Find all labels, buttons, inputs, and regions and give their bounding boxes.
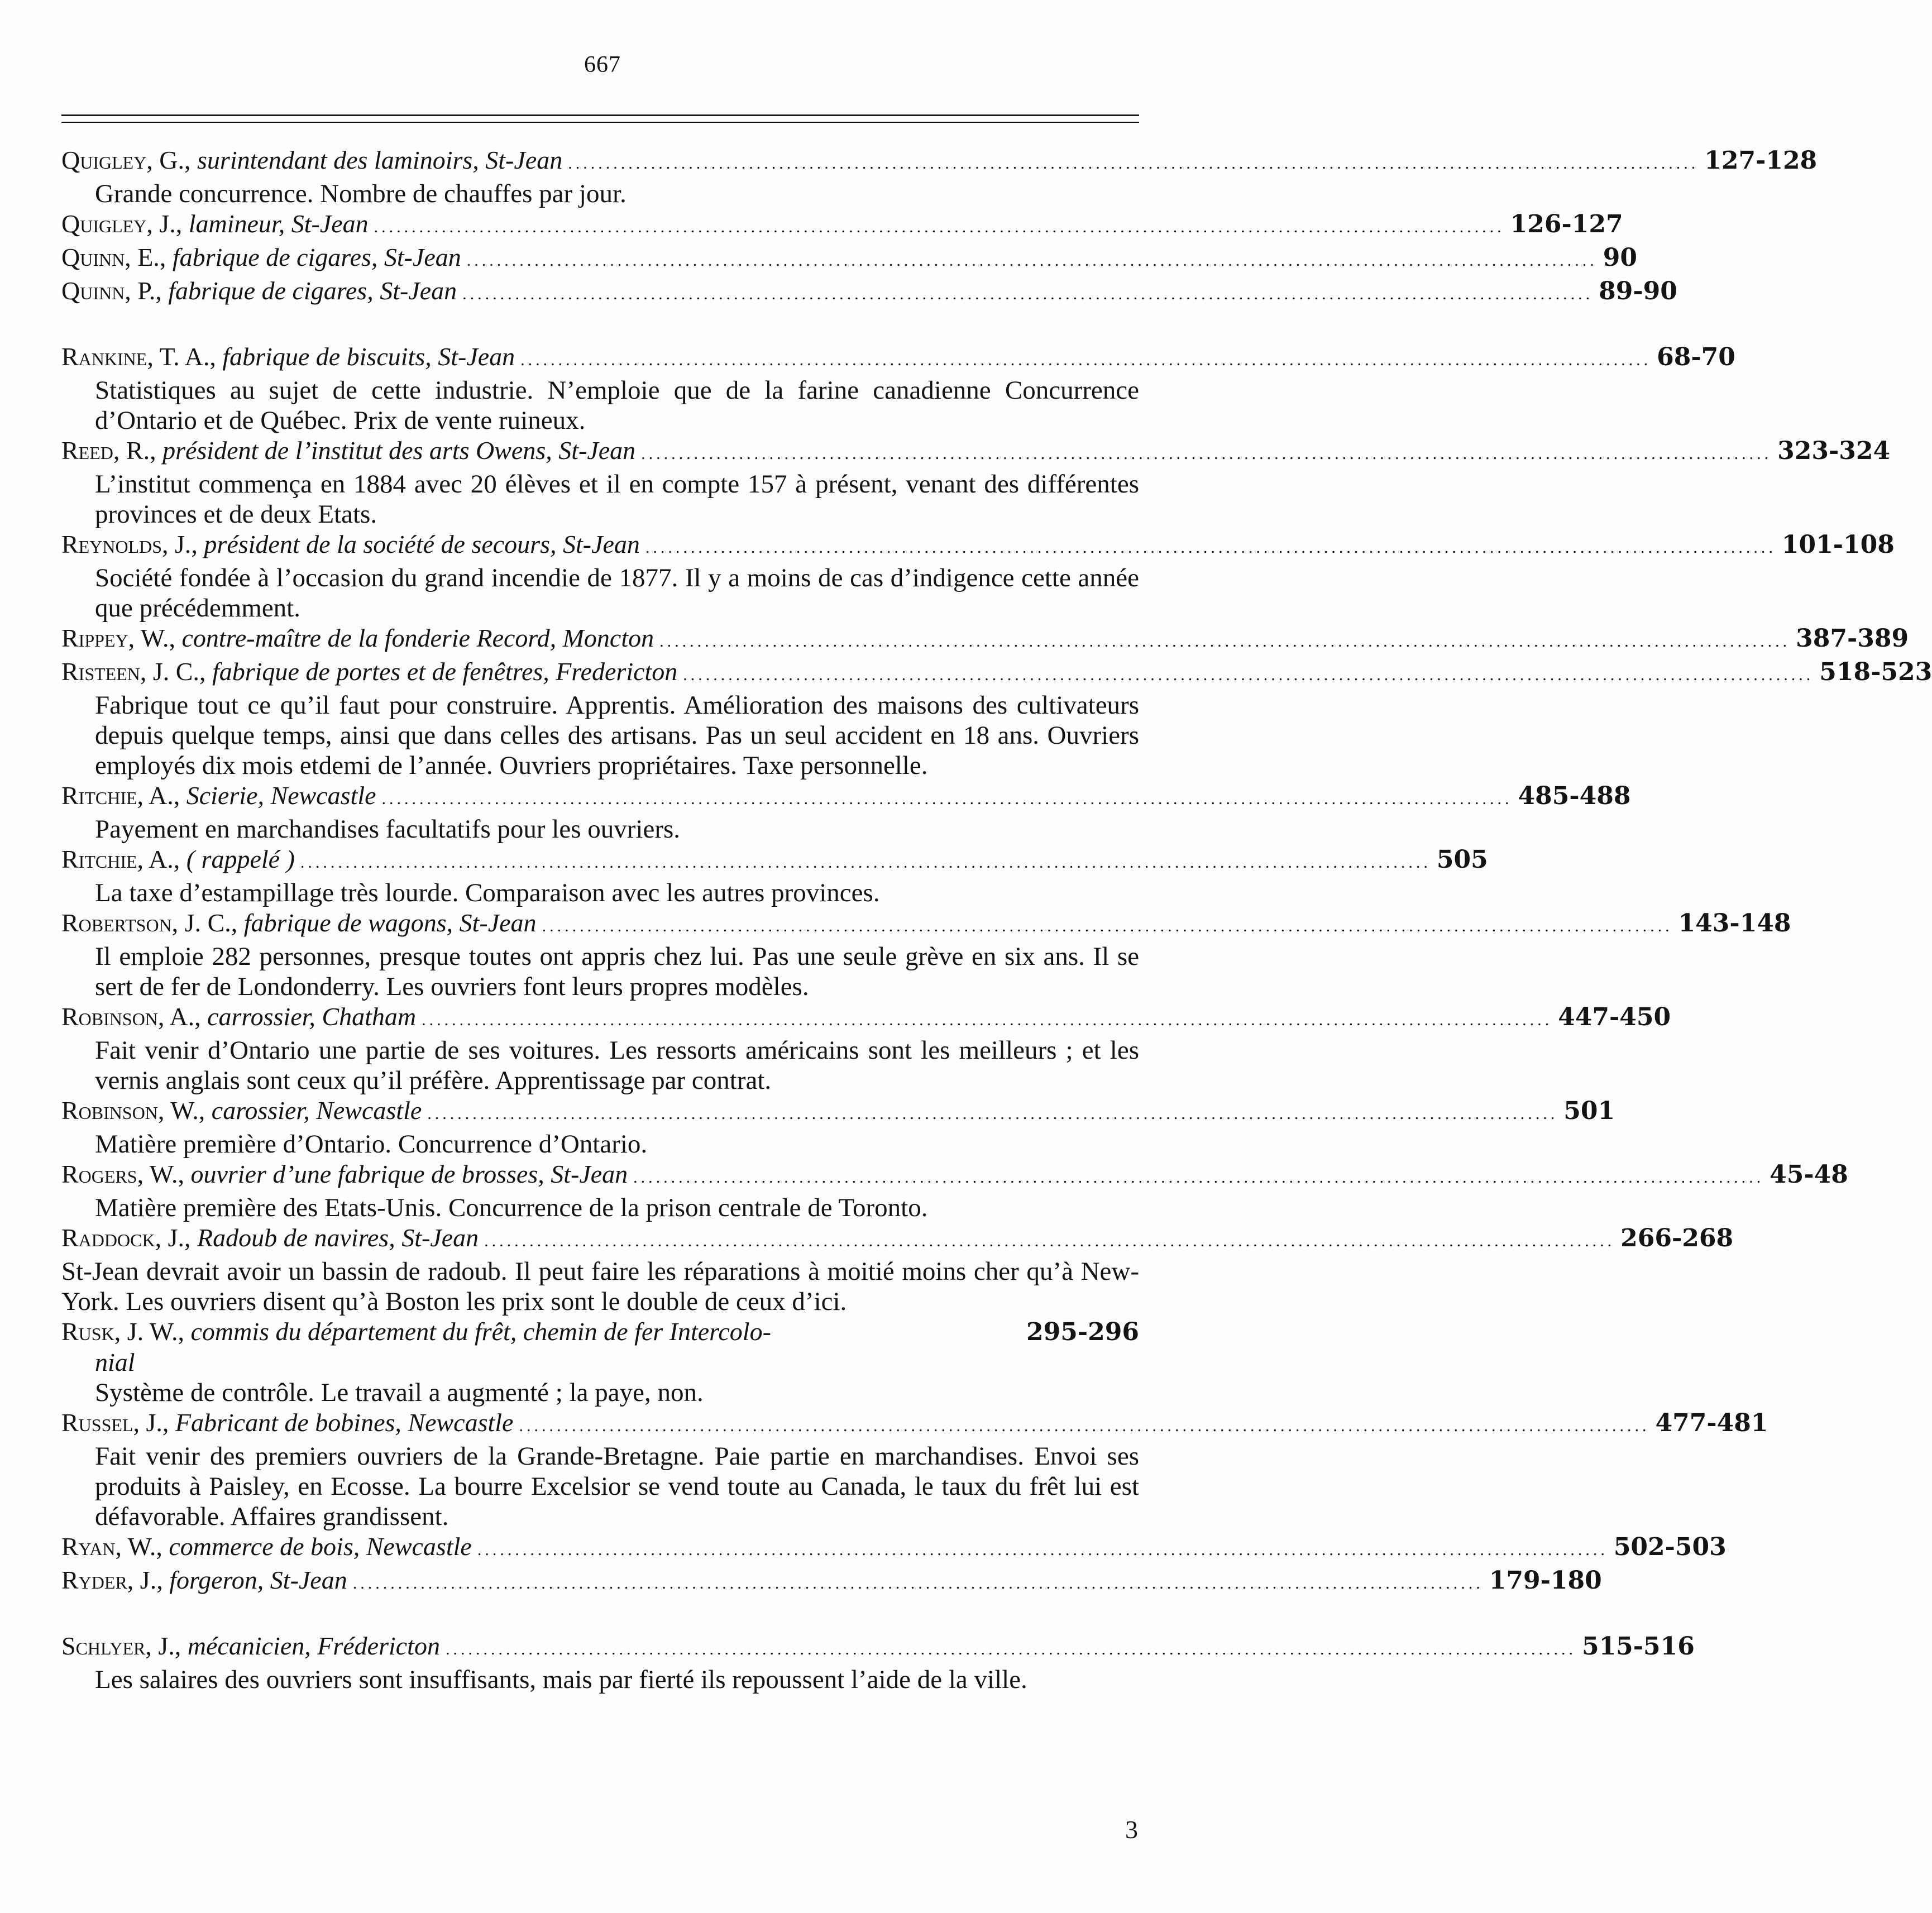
entry-note: Matière première d’Ontario. Concurrence d’Ontario. — [95, 1130, 648, 1159]
index-entry: Russel, J. , Fabricant de bobines, Newcastle ...................................................................................................................................................... 477-481 Fait venir des premiers ouvriers de la Grande-Bretagne. Paie partie en marchandises. Envoi ses produits à Paisley, en Ecosse. La bourre Excelsior se vend toute au Canada, le taux du frêt lui est défavorable. Affaires grandissent. — [61, 1408, 1768, 1531]
entry-pages: 90 — [1603, 243, 1637, 272]
entry-pages: 502-503 — [1613, 1533, 1727, 1561]
index-entry: Quinn, E. , fabrique de cigares, St-Jean ...................................................................................................................................................... 90 — [61, 243, 1637, 272]
entry-note: Les salaires des ouvriers sont insuffisants, mais par fierté ils repoussent l’aide de la ville. — [95, 1665, 1027, 1694]
entry-note: L’institut commença en 1884 avec 20 élèves et il en compte 157 à présent, venant des différentes provinces et de deux Etats. — [95, 470, 1139, 529]
entry-description: carrossier, Chatham — [207, 1002, 417, 1031]
entry-name: Robinson, A. — [61, 1002, 195, 1031]
entry-pages: 89-90 — [1599, 277, 1677, 305]
index-entry: Rankine, T. A. , fabrique de biscuits, St-Jean ...................................................................................................................................................... 68-70 Statistiques au sujet de cette industrie. N’emploie que de la farine canadienne Concurrence d’Ontario et de Québec. Prix de vente ruineux. — [61, 342, 1735, 435]
index-entry: Robinson, W. , carossier, Newcastle ...................................................................................................................................................... 501 Matière première d’Ontario. Concurrence d’Ontario. — [61, 1096, 1615, 1159]
signature-mark: 3 — [1125, 1815, 1138, 1844]
entry-note: Société fondée à l’occasion du grand incendie de 1877. Il y a moins de cas d’indigence cette année que précédemment. — [95, 563, 1139, 623]
index-entry: Rogers, W. , ouvrier d’une fabrique de brosses, St-Jean ...................................................................................................................................................... 45-48 Matière première des Etats-Unis. Concurrence de la prison centrale de Toronto. — [61, 1160, 1848, 1222]
entry-note: Matière première des Etats-Unis. Concurrence de la prison centrale de Toronto. — [95, 1193, 928, 1222]
entry-description: forgeron, St-Jean — [169, 1566, 347, 1594]
entry-name: Quigley, G. — [61, 146, 185, 174]
entry-description: ouvrier d’une fabrique de brosses, St-Jean — [190, 1160, 628, 1188]
entry-pages: 68-70 — [1657, 343, 1735, 371]
entry-note: Payement en marchandises facultatifs pour les ouvriers. — [95, 815, 681, 844]
index-entry: Ritchie, A. , ( rappelé ) ...................................................................................................................................................... 505 La taxe d’estampillage très lourde. Comparaison avec les autres provinces. — [61, 845, 1488, 907]
index-entry: Ryder, J. , forgeron, St-Jean ...................................................................................................................................................... 179-180 — [61, 1566, 1602, 1595]
entry-description: mécanicien, Frédericton — [187, 1632, 440, 1660]
entry-pages: 323-324 — [1777, 437, 1891, 465]
entry-pages: 515-516 — [1581, 1632, 1695, 1661]
entry-name: Risteen, J. C. — [61, 657, 199, 686]
entry-name: Ritchie, A. — [61, 781, 174, 810]
section-gap — [61, 309, 1139, 342]
index-entry: Rippey, W. , contre-maître de la fonderie Record, Moncton ...................................................................................................................................................... 387-389 — [61, 624, 1909, 653]
entry-note: Il emploie 282 personnes, presque toutes ont appris chez lui. Pas une seule grève en six ans. Il se sert de fer de Londonderry. Les ouvriers font leurs propres modèles. — [95, 942, 1139, 1001]
index-entry: Robinson, A. , carrossier, Chatham ...................................................................................................................................................... 447-450 Fait venir d’Ontario une partie de ses voitures. Les ressorts américains sont les meilleurs ; et les vernis anglais sont ceux qu’il préfère. Apprentissage par contrat. — [61, 1002, 1671, 1095]
entry-name: Rogers, W. — [61, 1160, 178, 1188]
entry-note: Fabrique tout ce qu’il faut pour construire. Apprentis. Amélioration des maisons des cultivateurs depuis quelque temps, ainsi que dans celles des artisans. Pas un seul accident en 18 ans. Ouvriers employés dix mois etdemi de l’année. Ouvriers propriétaires. Taxe personnelle. — [95, 691, 1139, 780]
entry-name: Ritchie, A. — [61, 845, 174, 873]
entry-name: Rusk, J. W. — [61, 1317, 178, 1346]
entry-note: Fait venir des premiers ouvriers de la Grande-Bretagne. Paie partie en marchandises. Envoi ses produits à Paisley, en Ecosse. La bourre Excelsior se vend toute au Canada, le taux du frêt lui est défavorable. Affaires grandissent. — [95, 1442, 1139, 1531]
entry-description: fabrique de biscuits, St-Jean — [222, 342, 515, 371]
index-list — [61, 145, 1932, 1695]
entry-note: Système de contrôle. Le travail a augmenté ; la paye, non. — [95, 1378, 704, 1407]
entry-name: Robertson, J. C. — [61, 908, 231, 937]
entry-description: contre-maître de la fonderie Record, Moncton — [181, 624, 654, 652]
entry-description: ( rappelé ) — [186, 845, 295, 873]
entry-description: Radoub de navires, St-Jean — [197, 1223, 479, 1252]
entry-description: Scierie, Newcastle — [186, 781, 376, 810]
entry-name: Russel, J. — [61, 1408, 162, 1437]
entry-description: président de l’institut des arts Owens, St-Jean — [162, 436, 636, 465]
entry-description: fabrique de cigares, St-Jean — [172, 243, 461, 271]
index-entry: Ryan, W. , commerce de bois, Newcastle ...................................................................................................................................................... 502-503 — [61, 1532, 1727, 1561]
entry-pages: 126-127 — [1510, 210, 1623, 238]
page-number: 667 — [584, 52, 621, 78]
entry-description: Fabricant de bobines, Newcastle — [175, 1408, 514, 1437]
entry-pages: 505 — [1436, 845, 1488, 874]
entry-pages: 387-389 — [1796, 624, 1909, 653]
entry-pages: 295-296 — [1026, 1318, 1139, 1346]
entry-description: fabrique de cigares, St-Jean — [168, 276, 457, 305]
entry-name: Quinn, P. — [61, 276, 156, 305]
index-entry: Reynolds, J. , président de la société de secours, St-Jean ...................................................................................................................................................... 101-108 Société fondée à l’occasion du grand incendie de 1877. Il y a moins de cas d’indigence cette année que précédemment. — [61, 530, 1895, 623]
index-entry: Raddock, J. , Radoub de navires, St-Jean ...................................................................................................................................................... 266-268 St-Jean devrait avoir un bassin de radoub. Il peut faire les réparations à moitié moins cher qu’à New-York. Les ouvriers disent qu’à Boston les prix sont le double de ceux d’ici. — [61, 1223, 1734, 1316]
entry-pages: 127-128 — [1704, 146, 1818, 175]
entry-name: Reed, R. — [61, 436, 150, 465]
entry-name: Ryan, W. — [61, 1532, 156, 1561]
entry-name: Schlyer, J. — [61, 1632, 175, 1660]
index-entry: Rusk, J. W. , commis du département du frêt, chemin de fer Intercolo- 295-296 nial Système de contrôle. Le travail a augmenté ; la paye, non. — [61, 1317, 1139, 1407]
entry-name: Quinn, E. — [61, 243, 160, 271]
entry-description: lamineur, St-Jean — [188, 209, 369, 238]
index-entry: Quinn, P. , fabrique de cigares, St-Jean ...................................................................................................................................................... 89-90 — [61, 276, 1677, 305]
section-gap — [61, 1599, 1139, 1631]
index-entry: Ritchie, A. , Scierie, Newcastle ...................................................................................................................................................... 485-488 Payement en marchandises facultatifs pour les ouvriers. — [61, 781, 1631, 844]
entry-name: Raddock, J. — [61, 1223, 184, 1252]
entry-name: Robinson, W. — [61, 1096, 199, 1125]
header-rule-thin — [61, 122, 1139, 123]
entry-note: Grande concurrence. Nombre de chauffes par jour. — [95, 179, 627, 208]
entry-pages: 101-108 — [1781, 530, 1895, 559]
entry-description: fabrique de portes et de fenêtres, Fredericton — [212, 657, 678, 686]
entry-name: Rippey, W. — [61, 624, 169, 652]
index-entry: Schlyer, J. , mécanicien, Frédericton ...................................................................................................................................................... 515-516 Les salaires des ouvriers sont insuffisants, mais par fierté ils repoussent l’aide de la ville. — [61, 1632, 1695, 1694]
entry-description-continued: nial — [95, 1348, 135, 1376]
entry-pages: 447-450 — [1558, 1003, 1671, 1031]
entry-pages: 477-481 — [1655, 1409, 1768, 1437]
entry-pages: 266-268 — [1620, 1224, 1734, 1252]
entry-description: président de la société de secours, St-Jean — [204, 530, 640, 558]
entry-pages: 179-180 — [1489, 1566, 1602, 1595]
entry-description: commerce de bois, Newcastle — [169, 1532, 472, 1561]
entry-description: commis du département du frêt, chemin de fer Intercolo- — [190, 1317, 771, 1346]
entry-pages: 485-488 — [1518, 782, 1631, 810]
entry-note: La taxe d’estampillage très lourde. Comparaison avec les autres provinces. — [95, 878, 880, 907]
entry-name: Ryder, J. — [61, 1566, 157, 1594]
header-rule — [61, 114, 1139, 116]
index-entry: Quigley, G. , surintendant des laminoirs, St-Jean ...................................................................................................................................................... 127-128 Grande concurrence. Nombre de chauffes par jour. — [61, 146, 1818, 208]
entry-note: Fait venir d’Ontario une partie de ses voitures. Les ressorts américains sont les meilleurs ; et les vernis anglais sont ceux qu’il préfère. Apprentissage par contrat. — [95, 1036, 1139, 1095]
entry-name: Rankine, T. A. — [61, 342, 210, 371]
entry-name: Quigley, J. — [61, 209, 176, 238]
entry-note: Statistiques au sujet de cette industrie. N’emploie que de la farine canadienne Concurrence d’Ontario et de Québec. Prix de vente ruineux. — [95, 376, 1139, 435]
entry-description: fabrique de wagons, St-Jean — [243, 908, 537, 937]
entry-description: surintendant des laminoirs, St-Jean — [197, 146, 563, 174]
index-entry: Robertson, J. C. , fabrique de wagons, St-Jean ...................................................................................................................................................... 143-148 Il emploie 282 personnes, presque toutes ont appris chez lui. Pas une seule grève en six ans. Il se sert de fer de Londonderry. Les ouvriers font leurs propres modèles. — [61, 908, 1791, 1001]
entry-name: Reynolds, J. — [61, 530, 192, 558]
entry-description: carossier, Newcastle — [211, 1096, 422, 1125]
entry-pages: 518-523 — [1819, 658, 1932, 686]
entry-pages: 501 — [1563, 1097, 1615, 1125]
entry-note: St-Jean devrait avoir un bassin de radoub. Il peut faire les réparations à moitié moins cher qu’à New-York. Les ouvriers disent qu’à Boston les prix sont le double de ceux d’ici. — [61, 1257, 1139, 1316]
entry-pages: 45-48 — [1770, 1160, 1848, 1189]
entry-pages: 143-148 — [1678, 909, 1791, 938]
index-entry: Quigley, J. , lamineur, St-Jean ...................................................................................................................................................... 126-127 — [61, 209, 1623, 238]
index-entry: Reed, R. , président de l’institut des arts Owens, St-Jean ...................................................................................................................................................... 323-324 L’institut commença en 1884 avec 20 élèves et il en compte 157 à présent, venant des différentes provinces et de deux Etats. — [61, 436, 1891, 529]
index-entry: Risteen, J. C. , fabrique de portes et de fenêtres, Fredericton ...................................................................................................................................................... 518-523 Fabrique tout ce qu’il faut pour construire. Apprentis. Amélioration des maisons des cultivateurs depuis quelque temps, ainsi que dans celles des artisans. Pas un seul accident en 18 ans. Ouvriers employés dix mois etdemi de l’année. Ouvriers propriétaires. Taxe personnelle. — [61, 657, 1932, 780]
